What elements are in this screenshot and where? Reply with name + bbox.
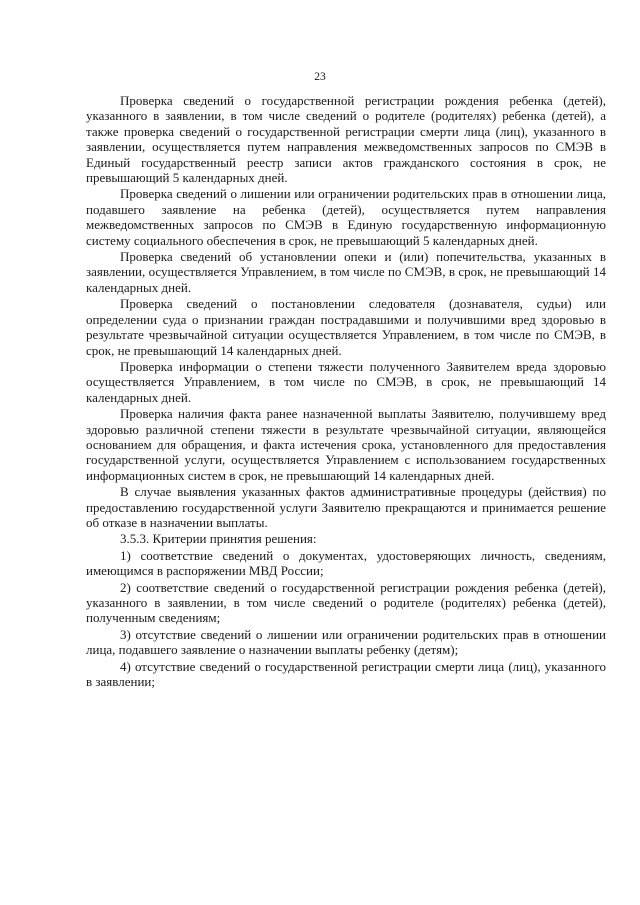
list-item: 4) отсутствие сведений о государственной регистрации смерти лица (лиц), указанного в заявлении; (86, 658, 606, 690)
section-heading: 3.5.3. Критерии принятия решения: (120, 531, 317, 547)
paragraph: Проверка сведений о государственной регистрации рождения ребенка (детей), указанного в заявлении, в том числе сведений о родителе (родителях) ребенка (детей), а также проверка сведений о государственной регистрации смерти лица (лиц), указанного в заявлении, осуществляется путем направления межведомственных запросов по СМЭВ в Единый государственный реестр записи актов гражданского состояния в срок, не превышающий 5 календарных дней. (86, 93, 606, 186)
document-body (86, 93, 606, 689)
paragraph: Проверка сведений о постановлении следователя (дознавателя, судьи) или определении суда о признании граждан пострадавшими и получившими вред здоровью в результате чрезвычайной ситуации осуществляется Управлением, в том числе по СМЭВ, в срок, не превышающий 14 календарных дней. (86, 296, 606, 358)
paragraph: В случае выявления указанных фактов административные процедуры (действия) по предоставлению государственной услуги Заявителю прекращаются и принимается решение об отказе в назначении выплаты. (86, 484, 606, 530)
page-number: 23 (314, 71, 326, 83)
paragraph: Проверка информации о степени тяжести полученного Заявителем вреда здоровью осуществляется Управлением, в том числе по СМЭВ, в срок, не превышающий 14 календарных дней. (86, 358, 606, 405)
list-item: 2) соответствие сведений о государственной регистрации рождения ребенка (детей), указанного в заявлении, в том числе сведений о родителе (родителях) ребенка (детей), полученным сведениям; (86, 579, 606, 626)
list-item: 1) соответствие сведений о документах, удостоверяющих личность, сведениям, имеющимся в распоряжении МВД России; (86, 547, 606, 579)
list-item: 3) отсутствие сведений о лишении или ограничении родительских прав в отношении лица, подавшего заявление о назначении выплаты ребенку (детям); (86, 626, 606, 658)
paragraph: Проверка сведений о лишении или ограничении родительских прав в отношении лица, подавшего заявление на ребенка (детей), осуществляется путем направления межведомственных запросов по СМЭВ в Единую государственную информационную систему социального обеспечения в срок, не превышающий 5 календарных дней. (86, 186, 606, 248)
paragraph: Проверка наличия факта ранее назначенной выплаты Заявителю, получившему вред здоровью различной степени тяжести в результате чрезвычайной ситуации, являющейся основанием для обращения, и факта истечения срока, установленного для предоставления государственной услуги, осуществляется Управлением с использованием государственных информационных систем в срок, не превышающий 14 календарных дней. (86, 406, 606, 483)
paragraph: Проверка сведений об установлении опеки и (или) попечительства, указанных в заявлении, осуществляется Управлением, в том числе по СМЭВ, в срок, не превышающий 14 календарных дней. (86, 249, 606, 295)
